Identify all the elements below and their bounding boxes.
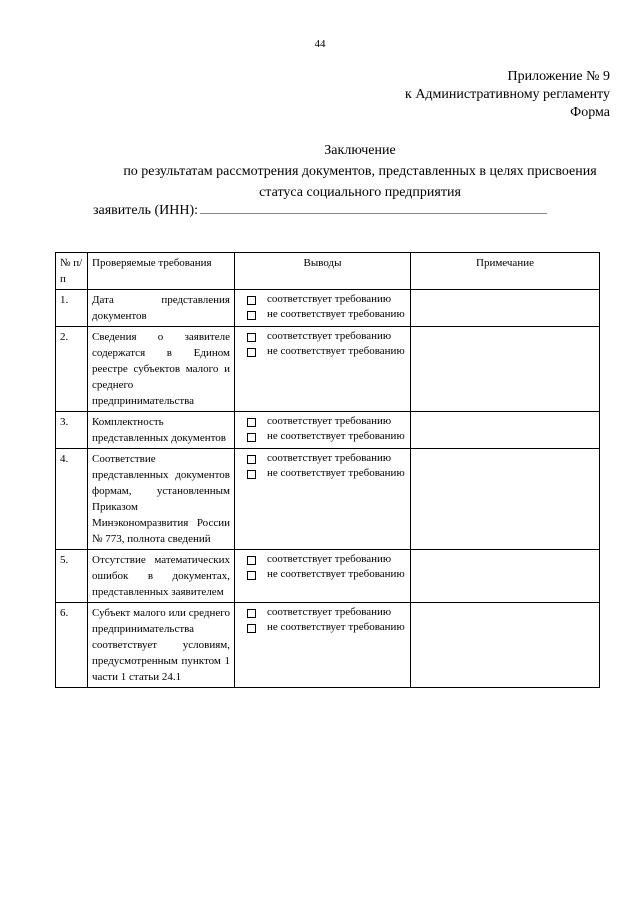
row-requirement: Комплектность представленных документов [88, 412, 235, 449]
checkbox[interactable] [247, 571, 256, 580]
title-main: Заключение [324, 143, 396, 158]
appendix-number: Приложение № 9 [507, 69, 610, 84]
row-note[interactable] [411, 327, 600, 412]
table-header-row [56, 253, 600, 290]
option-complies [239, 451, 406, 466]
checkbox[interactable] [247, 609, 256, 618]
page-number: 44 [314, 38, 326, 50]
option-label: соответствует требованию [267, 452, 392, 464]
header-requirement: Проверяемые требования [88, 253, 235, 290]
applicant-label: заявитель (ИНН): [93, 203, 199, 218]
row-conclusions [235, 550, 411, 603]
review-table [55, 252, 600, 688]
table-row [56, 449, 600, 550]
checkbox[interactable] [247, 333, 256, 342]
appendix-header [405, 68, 610, 122]
row-number: 1. [56, 290, 88, 327]
option-label: соответствует требованию [267, 293, 392, 305]
title-line-2: по результатам рассмотрения документов, представленных в целях присвоения [123, 164, 597, 179]
row-conclusions [235, 449, 411, 550]
option-label: не соответствует требованию [267, 345, 405, 357]
row-conclusions [235, 327, 411, 412]
header-num: № п/п [56, 253, 88, 290]
option-not-complies [239, 429, 406, 444]
applicant-field [93, 200, 547, 219]
checkbox[interactable] [247, 348, 256, 357]
row-conclusions [235, 290, 411, 327]
option-label: не соответствует требованию [267, 308, 405, 320]
row-note[interactable] [411, 550, 600, 603]
checkbox[interactable] [247, 433, 256, 442]
checkbox[interactable] [247, 418, 256, 427]
appendix-reference: к Административному регламенту [405, 87, 610, 102]
checkbox[interactable] [247, 455, 256, 464]
table-row [56, 290, 600, 327]
checkbox[interactable] [247, 311, 256, 320]
option-label: соответствует требованию [267, 330, 392, 342]
row-conclusions [235, 412, 411, 449]
row-note[interactable] [411, 449, 600, 550]
option-label: не соответствует требованию [267, 568, 405, 580]
applicant-inn-line[interactable] [200, 200, 547, 214]
option-not-complies [239, 620, 406, 635]
checkbox[interactable] [247, 296, 256, 305]
option-not-complies [239, 344, 406, 359]
row-number: 2. [56, 327, 88, 412]
option-complies [239, 605, 406, 620]
table-row [56, 327, 600, 412]
option-label: не соответствует требованию [267, 467, 405, 479]
option-label: соответствует требованию [267, 553, 392, 565]
checkbox[interactable] [247, 470, 256, 479]
row-requirement: Отсутствие математических ошибок в документах, представленных заявителем [88, 550, 235, 603]
option-complies [239, 414, 406, 429]
option-label: соответствует требованию [267, 606, 392, 618]
header-conclusions: Выводы [235, 253, 411, 290]
table-row [56, 550, 600, 603]
option-complies [239, 329, 406, 344]
row-requirement: Субъект малого или среднего предпринимательства соответствует условиям, предусмотренным пунктом 1 части 1 статьи 24.1 [88, 603, 235, 688]
table-row [56, 412, 600, 449]
option-complies [239, 292, 406, 307]
option-label: не соответствует требованию [267, 621, 405, 633]
row-number: 5. [56, 550, 88, 603]
row-note[interactable] [411, 412, 600, 449]
row-number: 3. [56, 412, 88, 449]
row-number: 6. [56, 603, 88, 688]
row-requirement: Дата представления документов [88, 290, 235, 327]
row-conclusions [235, 603, 411, 688]
checkbox[interactable] [247, 556, 256, 565]
document-title [60, 140, 640, 203]
option-label: не соответствует требованию [267, 430, 405, 442]
option-not-complies [239, 307, 406, 322]
option-complies [239, 552, 406, 567]
header-note: Примечание [411, 253, 600, 290]
appendix-form-label: Форма [570, 105, 610, 120]
row-note[interactable] [411, 290, 600, 327]
title-line-3: статуса социального предприятия [259, 185, 461, 200]
row-requirement: Сведения о заявителе содержатся в Едином реестре субъектов малого и среднего предпринимательства [88, 327, 235, 412]
option-not-complies [239, 466, 406, 481]
row-note[interactable] [411, 603, 600, 688]
row-number: 4. [56, 449, 88, 550]
option-not-complies [239, 567, 406, 582]
option-label: соответствует требованию [267, 415, 392, 427]
checkbox[interactable] [247, 624, 256, 633]
table-row [56, 603, 600, 688]
row-requirement: Соответствие представленных документов формам, установленным Приказом Минэкономразвития России № 773, полнота сведений [88, 449, 235, 550]
